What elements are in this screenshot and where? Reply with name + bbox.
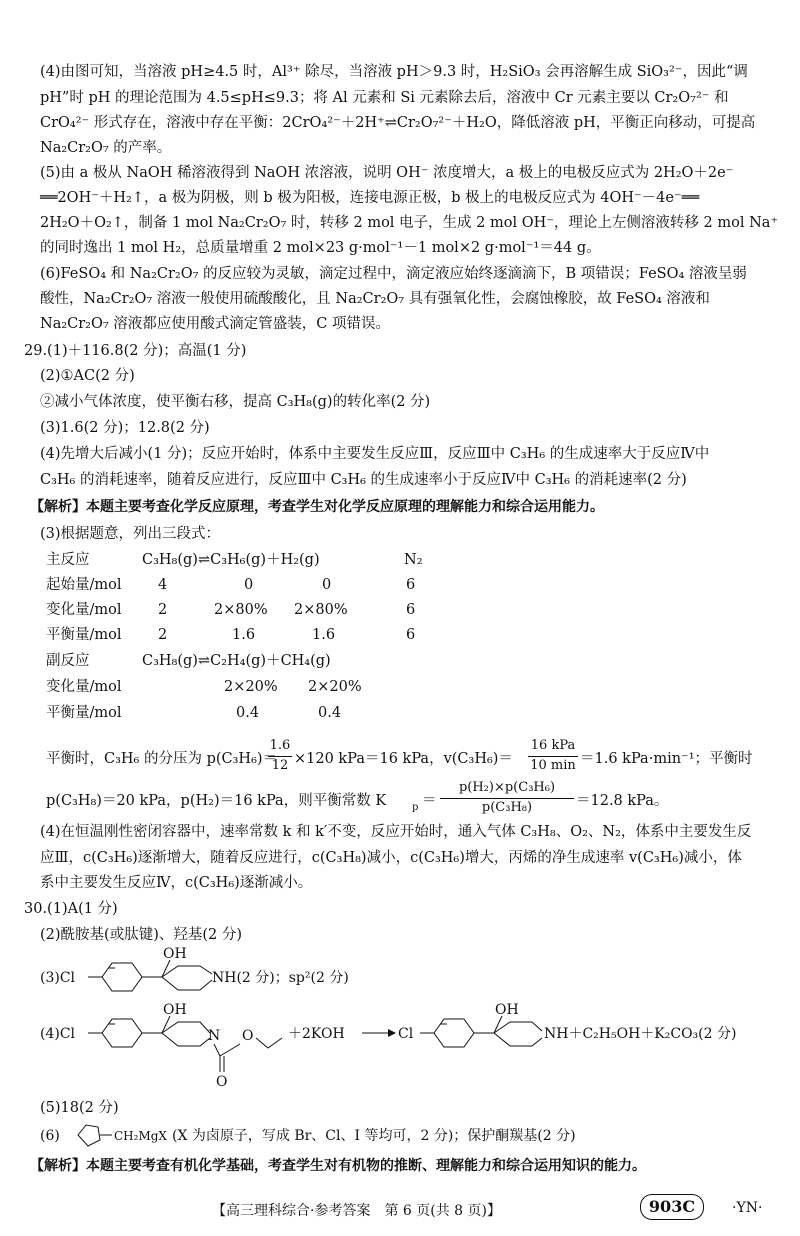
q28-part4-line2: pH”时 pH 的理论范围为 4.5≤pH≤9.3；将 Al 元素和 Si 元素除去后，溶液中 Cr 元素主要以 Cr₂O₇²⁻ 和: [40, 90, 729, 106]
s4-product-oh: OH: [495, 1002, 519, 1018]
cell: 0: [322, 577, 332, 593]
s3-prefix: (3)Cl: [40, 970, 76, 986]
s4-plus-koh: ＋2KOH: [288, 1026, 345, 1042]
equation-line-1: [40, 738, 776, 782]
s4-prefix: (4)Cl: [40, 1026, 76, 1042]
q28-part6-line3: Na₂Cr₂O₇ 溶液都应使用酸式滴定管盛装，C 项错误。: [40, 316, 390, 332]
eq1-frac2-num: 16 kPa: [530, 738, 576, 753]
eq1-text-b: ×120 kPa＝16 kPa，v(C₃H₆)＝: [294, 751, 513, 767]
cell: 0: [244, 577, 254, 593]
q28-part6-line2: 酸性，Na₂Cr₂O₇ 溶液一般使用硫酸酸化，且 Na₂Cr₂O₇ 具有强氧化性，会腐蚀橡胶，故 FeSO₄ 溶液和: [40, 291, 710, 307]
s6-prefix: (6): [40, 1128, 60, 1144]
eq2-text-a: p(C₃H₈)＝20 kPa，p(H₂)＝16 kPa，则平衡常数 K: [46, 793, 387, 809]
q28-part6-line1: (6)FeSO₄ 和 Na₂Cr₂O₇ 的反应较为灵敏，滴定过程中，滴定液应始终逐滴滴下，B 项错误；FeSO₄ 溶液呈弱: [40, 266, 747, 282]
row-change-label: 变化量/mol: [46, 679, 122, 695]
main-reaction-label: 主反应: [46, 552, 90, 568]
s3-oh: OH: [163, 946, 187, 962]
s4-o-ester: O: [242, 1028, 254, 1044]
q28-part5-line3: 2H₂O＋O₂↑，制备 1 mol Na₂Cr₂O₇ 时，转移 2 mol 电子，生成 2 mol OH⁻，理论上左侧溶液转移 2 mol Na⁺: [40, 215, 779, 231]
footer-code-badge: 903C: [640, 1194, 704, 1220]
q30-answer5: (5)18(2 分): [40, 1100, 119, 1116]
s3-nh: NH(2 分)；sp²(2 分): [212, 970, 349, 986]
q29-answer1: 29.(1)＋116.8(2 分)；高温(1 分): [24, 343, 247, 359]
s4-oh: OH: [163, 1002, 187, 1018]
row-equilibrium-label: 平衡量/mol: [46, 705, 122, 721]
q29-answer2b: ②减小气体浓度，使平衡右移，提高 C₃H₈(g)的转化率(2 分): [40, 394, 431, 410]
s4-n: N: [208, 1028, 221, 1044]
cell: 2: [158, 627, 168, 643]
main-reaction-equation: C₃H₈(g)⇌C₃H₆(g)＋H₂(g): [142, 552, 320, 568]
structure-6: [0, 1118, 800, 1158]
footer-region: ·YN·: [732, 1200, 763, 1216]
q29-analysis: 【解析】本题主要考查化学反应原理，考查学生对化学反应原理的理解能力和综合运用能力。: [30, 499, 604, 515]
q28-part5-line4: 的同时逸出 1 mol H₂，总质量增重 2 mol×23 g·mol⁻¹－1 mol×2 g·mol⁻¹＝44 g。: [40, 240, 601, 256]
cell: 6: [406, 577, 416, 593]
eq1-frac1-num: 1.6: [269, 738, 291, 753]
eq1-frac2-den: 10 min: [530, 758, 576, 773]
eq1-frac1-den: 12: [271, 758, 289, 773]
q28-part4-line4: Na₂Cr₂O₇ 的产率。: [40, 140, 172, 156]
side-reaction-label: 副反应: [46, 653, 90, 669]
cyclopentane-ring: [78, 1125, 100, 1146]
q29-answer2a: (2)①AC(2 分): [40, 368, 135, 384]
q30-analysis: 【解析】本题主要考查有机化学基础，考查学生对有机物的推断、理解能力和综合运用知识的能力。: [30, 1158, 646, 1174]
q30-answer2: (2)酰胺基(或肽键)、羟基(2 分): [40, 927, 243, 943]
equation-line-2: [40, 780, 776, 824]
row-initial-label: 起始量/mol: [46, 577, 122, 593]
q29-answer4-line1: (4)先增大后减小(1 分)；反应开始时，体系中主要发生反应Ⅲ，反应Ⅲ中 C₃H₆ 的生成速率大于反应Ⅳ中: [40, 446, 710, 462]
q30-answer1: 30.(1)A(1 分): [24, 901, 118, 917]
s6-group: CH₂MgX: [114, 1129, 167, 1143]
q29-s4-line3: 系中主要发生反应Ⅳ，c(C₃H₆)逐渐减小。: [40, 875, 313, 891]
q28-part4-line1: (4)由图可知，当溶液 pH≥4.5 时，Al³⁺ 除尽，当溶液 pH＞9.3 时，H₂SiO₃ 会再溶解生成 SiO₃²⁻，因此“调: [40, 64, 748, 80]
cell: 0.4: [236, 705, 260, 721]
cell: 2×80%: [214, 602, 268, 618]
structure-3: [0, 940, 800, 1000]
cell: 2×80%: [294, 602, 348, 618]
eq1-text-a: 平衡时，C₃H₆ 的分压为 p(C₃H₆)＝: [46, 751, 278, 767]
eq1-text-c: ＝1.6 kPa·min⁻¹；平衡时: [580, 751, 753, 767]
cell: 1.6: [312, 627, 336, 643]
cell: 4: [158, 577, 168, 593]
s4-product-tail: NH＋C₂H₅OH＋K₂CO₃(2 分): [544, 1026, 737, 1042]
s6-rest: (X 为卤原子，写成 Br、Cl、I 等均可，2 分)；保护酮羰基(2 分): [172, 1128, 576, 1144]
eq2-frac-num: p(H₂)×p(C₃H₆): [458, 780, 556, 795]
cell: 6: [406, 602, 416, 618]
cell: 2: [158, 602, 168, 618]
cell: 0.4: [318, 705, 342, 721]
s4-o-carbonyl: O: [216, 1074, 228, 1090]
side-reaction-equation: C₃H₈(g)⇌C₂H₄(g)＋CH₄(g): [142, 653, 331, 669]
eq2-equals: ＝: [422, 793, 437, 809]
cell: 2×20%: [224, 679, 278, 695]
footer-title: 【高三理科综合·参考答案 第 6 页(共 8 页)】: [212, 1203, 501, 1219]
q29-s4-line1: (4)在恒温刚性密闭容器中，速率常数 k 和 k′不变，反应开始时，通入气体 C₃H₈、O₂、N₂，体系中主要发生反: [40, 824, 752, 840]
s4-product-cl: Cl: [398, 1026, 414, 1042]
q28-part4-line3: CrO₄²⁻ 形式存在，溶液中存在平衡：2CrO₄²⁻＋2H⁺⇌Cr₂O₇²⁻＋H₂O，降低溶液 pH，平衡正向移动，可提高: [40, 115, 756, 131]
q29-s3-intro: (3)根据题意，列出三段式：: [40, 526, 221, 542]
main-reaction-n2: N₂: [404, 552, 423, 568]
eq2-kp-subscript: p: [412, 802, 419, 813]
structure-4: [0, 998, 800, 1093]
q29-s4-line2: 应Ⅲ，c(C₃H₆)逐渐增大，随着反应进行，c(C₃H₈)减小，c(C₃H₆)增大，丙烯的净生成速率 v(C₃H₆)减小，体: [40, 850, 742, 866]
row-equilibrium-label: 平衡量/mol: [46, 627, 122, 643]
cell: 2×20%: [308, 679, 362, 695]
q29-answer4-line2: C₃H₆ 的消耗速率，随着反应进行，反应Ⅲ中 C₃H₆ 的生成速率小于反应Ⅳ中 C₃H₆ 的消耗速率(2 分): [40, 472, 687, 488]
cell: 6: [406, 627, 416, 643]
q28-part5-line2: ══2OH⁻＋H₂↑，a 极为阴极，则 b 极为阳极，连接电源正极，b 极上的电极反应式为 4OH⁻－4e⁻══: [40, 190, 700, 206]
benzene-ring: [102, 963, 142, 991]
eq2-frac-den: p(C₃H₈): [481, 800, 533, 815]
row-change-label: 变化量/mol: [46, 602, 122, 618]
cell: 1.6: [232, 627, 256, 643]
eq2-text-b: ＝12.8 kPa。: [576, 793, 669, 809]
q28-part5-line1: (5)由 a 极从 NaOH 稀溶液得到 NaOH 浓溶液，说明 OH⁻ 浓度增大，a 极上的电极反应式为 2H₂O＋2e⁻: [40, 165, 734, 181]
q29-answer3: (3)1.6(2 分)；12.8(2 分): [40, 420, 210, 436]
